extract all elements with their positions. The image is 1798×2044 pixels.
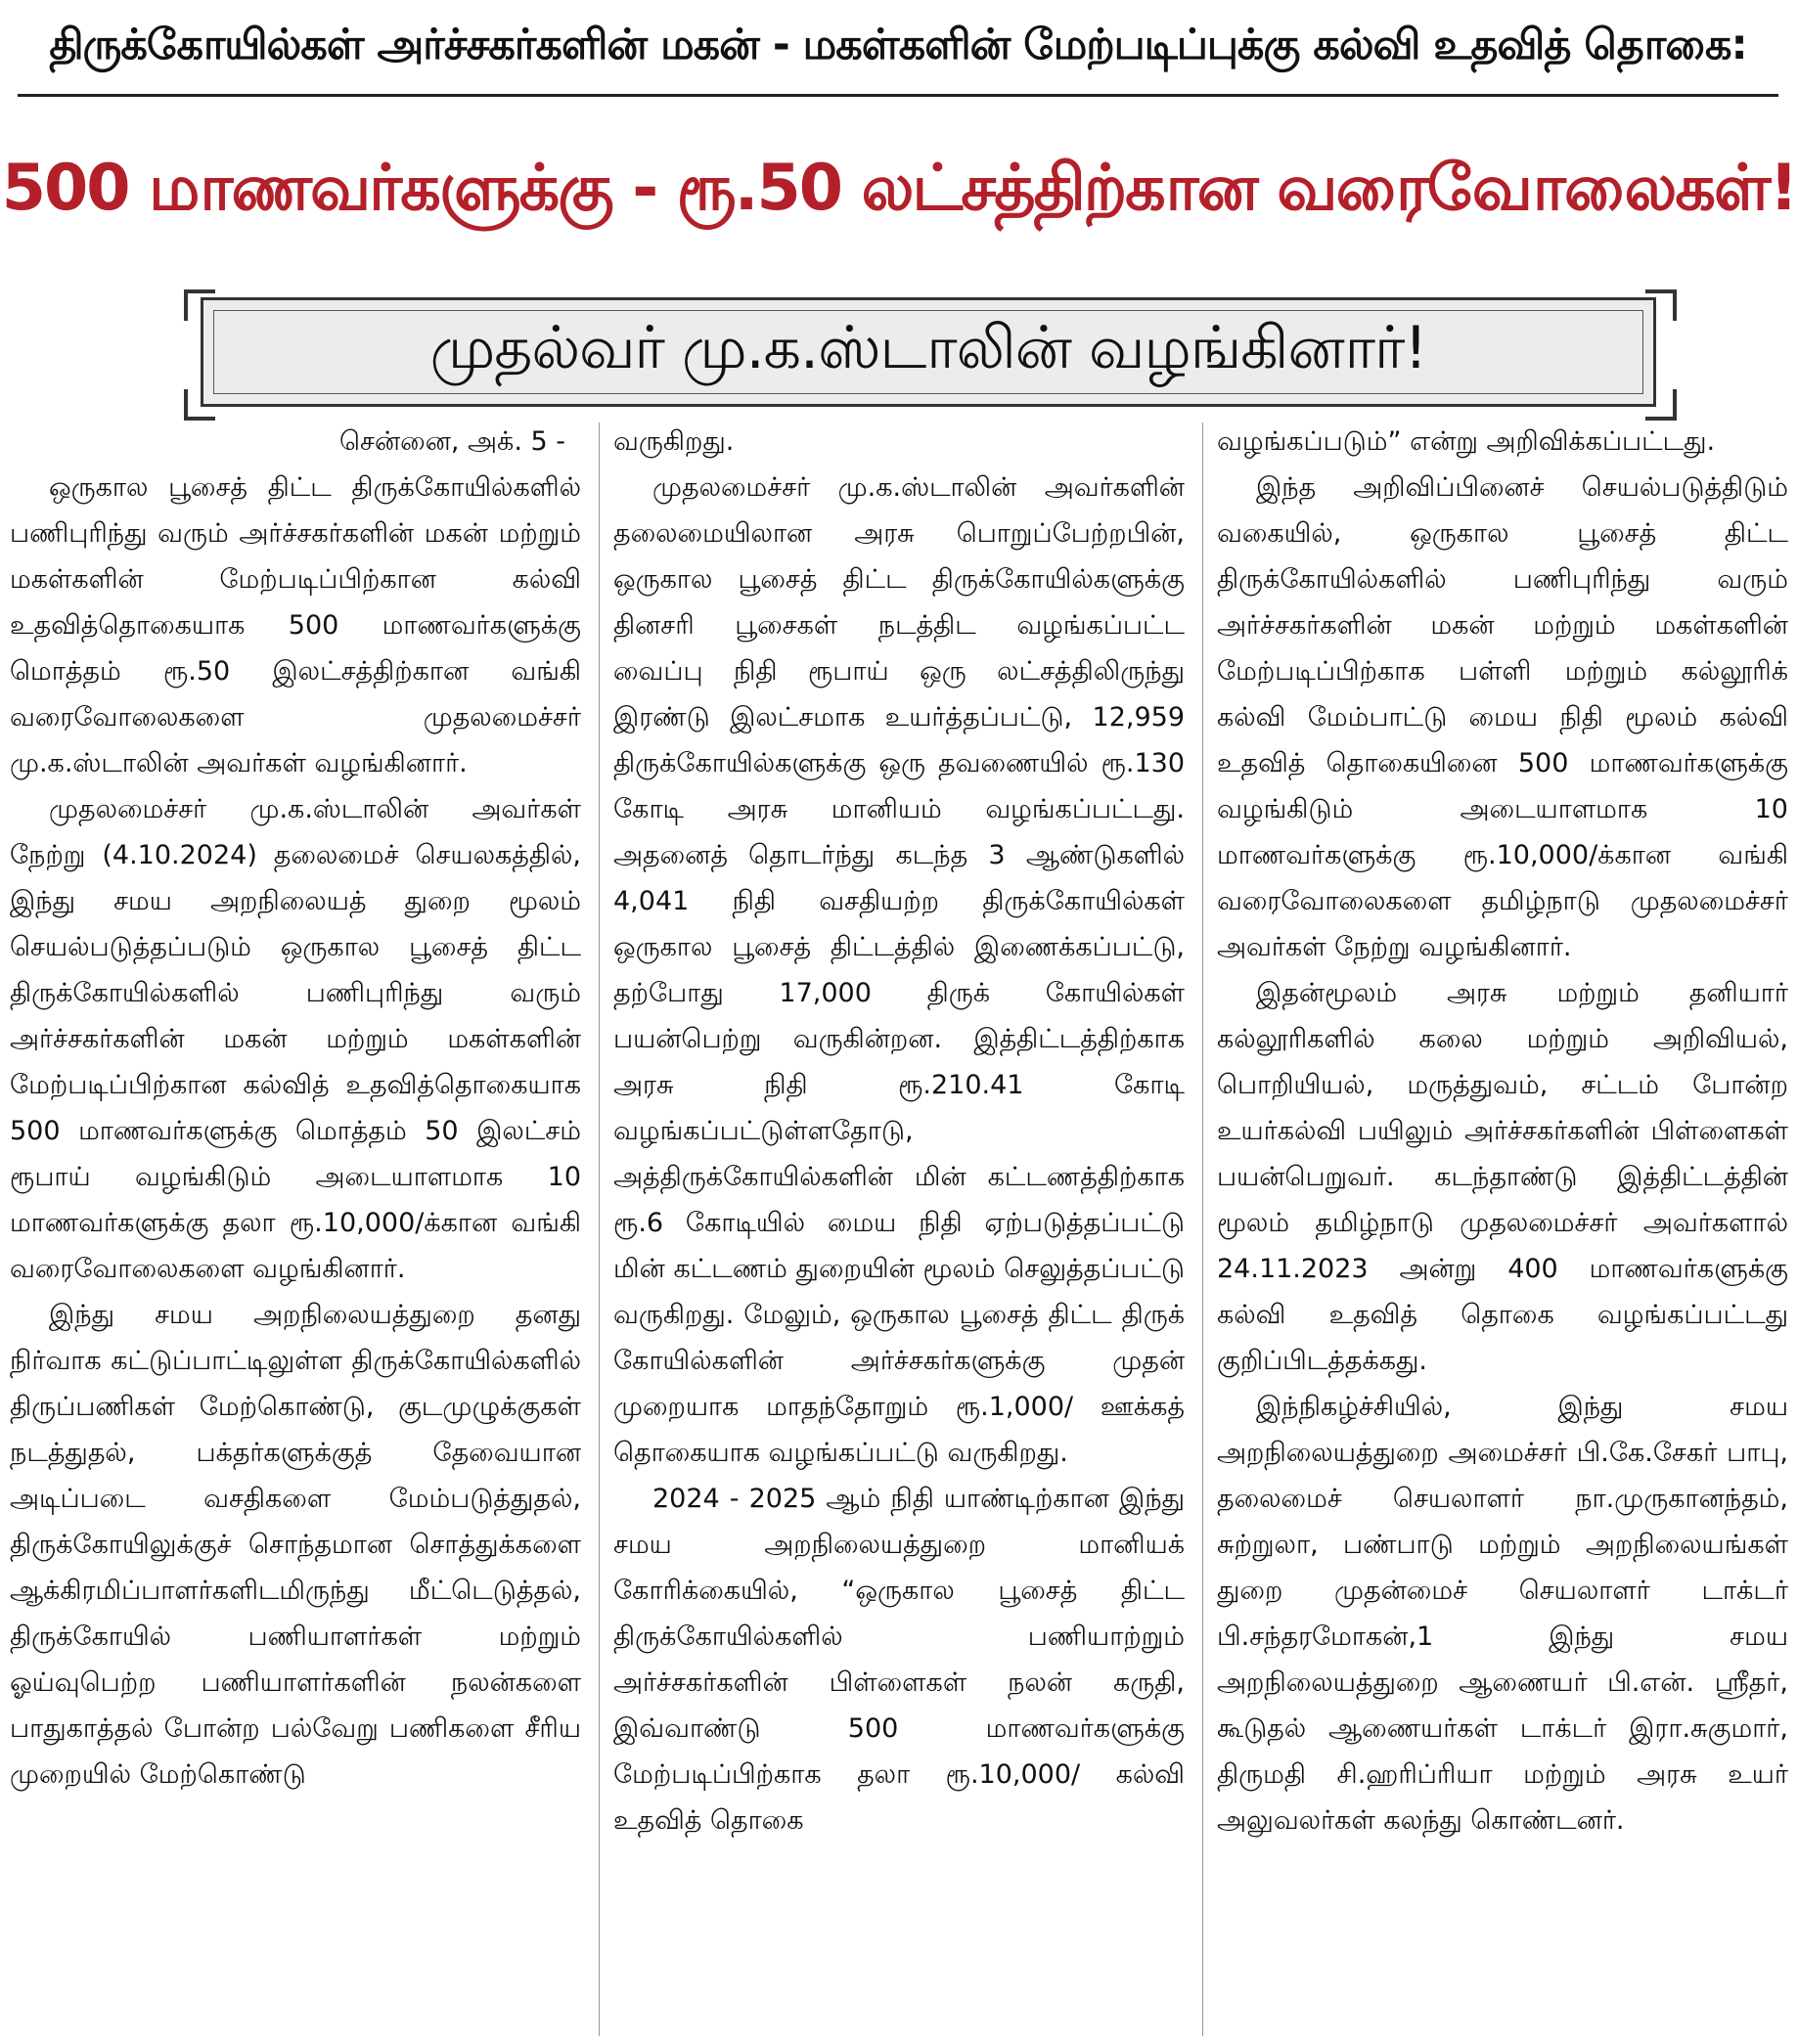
paragraph: முதலமைச்சர் மு.க.ஸ்டாலின் அவர்கள் நேற்று (4.10.2024) தலைமைச் செயலகத்தில், இந்து சமய அறநிலையத் துறை மூலம் செயல்படுத்தப்படும் ஒருகால பூசைத் திட்ட திருக்கோயில்களில் பணிபுரிந்து வரும் அர்ச்சகர்களின் மகன் மற்றும் மகள்களின் மேற்படிப்பிற்கான கல்வித் உதவித்தொகையாக 500 மாணவர்களுக்கு மொத்தம் 50 இலட்சம் ரூபாய் வழங்கிடும் அடையாளமாக 10 மாணவர்களுக்கு தலா ரூ.10,000/க்கான வங்கி வரைவோலைகளை வழங்கினார். xyxy=(10,794,581,1284)
column-divider xyxy=(599,422,600,2036)
paragraph: இந்து சமய அறநிலையத்துறை தனது நிர்வாக கட்டுப்பாட்டிலுள்ள திருக்கோயில்களில் திருப்பணிகள் மேற்கொண்டு, குடமுழுக்குகள் நடத்துதல், பக்தர்களுக்குத் தேவையான அடிப்படை வசதிகளை மேம்படுத்துதல், திருக்கோயிலுக்குச் சொந்தமான சொத்துக்களை ஆக்கிரமிப்பாளர்களிடமிருந்து மீட்டெடுத்தல், திருக்கோயில் பணியாளர்கள் மற்றும் ஓய்வுபெற்ற பணியாளர்களின் நலன்களை பாதுகாத்தல் போன்ற பல்வேறு பணிகளை சீரிய முறையில் மேற்கொண்டு xyxy=(10,1300,581,1790)
dateline: சென்னை, அக். 5 - xyxy=(339,426,565,457)
article-column-3 xyxy=(1217,419,1788,2032)
paragraph: இந்நிகழ்ச்சியில், இந்து சமய அறநிலையத்துறை அமைச்சர் பி.கே.சேகர் பாபு, தலைமைச் செயலாளர் நா.முருகானந்தம், சுற்றுலா, பண்பாடு மற்றும் அறநிலையங்கள் துறை முதன்மைச் செயலாளர் டாக்டர் பி.சந்தரமோகன்,1 இந்து சமய அறநிலையத்துறை ஆணையர் பி.என். ஸ்ரீதர், கூடுதல் ஆணையர்கள் டாக்டர் இரா.சுகுமார், திருமதி சி.ஹரிப்ரியா மற்றும் அரசு உயர் அலுவலர்கள் கலந்து கொண்டனர். xyxy=(1217,1392,1788,1836)
kicker-divider xyxy=(18,94,1778,97)
paragraph: வழங்கப்படும்” என்று அறிவிக்கப்பட்டது. xyxy=(1217,426,1716,457)
paragraph: இந்த அறிவிப்பினைச் செயல்படுத்திடும் வகையில், ஒருகால பூசைத் திட்ட திருக்கோயில்களில் பணிபுரிந்து வரும் அர்ச்சகர்களின் மகன் மற்றும் மகள்களின் மேற்படிப்பிற்காக பள்ளி மற்றும் கல்லூரிக் கல்வி மேம்பாட்டு மைய நிதி மூலம் கல்வி உதவித் தொகையினை 500 மாணவர்களுக்கு வழங்கிடும் அடையாளமாக 10 மாணவர்களுக்கு ரூ.10,000/க்கான வங்கி வரைவோலைகளை தமிழ்நாடு முதலமைச்சர் அவர்கள் நேற்று வழங்கினார். xyxy=(1217,472,1788,962)
kicker-headline: திருக்கோயில்கள் அர்ச்சகர்களின் மகன் - மகள்களின் மேற்படிப்புக்கு கல்வி உதவித் தொகை: xyxy=(49,20,1747,69)
paragraph: 2024 - 2025 ஆம் நிதி யாண்டிற்கான இந்து சமய அறநிலையத்துறை மானியக் கோரிக்கையில், “ஒருகால பூசைத் திட்ட திருக்கோயில்களில் பணியாற்றும் அர்ச்சகர்களின் பிள்ளைகள் நலன் கருதி, இவ்வாண்டு 500 மாணவர்களுக்கு மேற்படிப்பிற்காக தலா ரூ.10,000/ கல்வி உதவித் தொகை xyxy=(613,1484,1185,1836)
paragraph: ஒருகால பூசைத் திட்ட திருக்கோயில்களில் பணிபுரிந்து வரும் அர்ச்சகர்களின் மகன் மற்றும் மகள்களின் மேற்படிப்பிற்கான கல்வி உதவித்தொகையாக 500 மாணவர்களுக்கு மொத்தம் ரூ.50 இலட்சத்திற்கான வங்கி வரைவோலைகளை முதலமைச்சர் மு.க.ஸ்டாலின் அவர்கள் வழங்கினார். xyxy=(10,472,581,778)
main-headline: 500 மாணவர்களுக்கு - ரூ.50 லட்சத்திற்கான வரைவோலைகள்! xyxy=(1,152,1797,225)
paragraph: இதன்மூலம் அரசு மற்றும் தனியார் கல்லூரிகளில் கலை மற்றும் அறிவியல், பொறியியல், மருத்துவம், சட்டம் போன்ற உயர்கல்வி பயிலும் அர்ச்சகர்களின் பிள்ளைகள் பயன்பெறுவர். கடந்தாண்டு இத்திட்டத்தின் மூலம் தமிழ்நாடு முதலமைச்சர் அவர்களால் 24.11.2023 அன்று 400 மாணவர்களுக்கு கல்வி உதவித் தொகை வழங்கப்பட்டது குறிப்பிடத்தக்கது. xyxy=(1217,978,1788,1376)
paragraph: முதலமைச்சர் மு.க.ஸ்டாலின் அவர்களின் தலைமையிலான அரசு பொறுப்பேற்றபின், ஒருகால பூசைத் திட்ட திருக்கோயில்களுக்கு தினசரி பூசைகள் நடத்திட வழங்கப்பட்ட வைப்பு நிதி ரூபாய் ஒரு லட்சத்திலிருந்து இரண்டு இலட்சமாக உயர்த்தப்பட்டு, 12,959 திருக்கோயில்களுக்கு ஒரு தவணையில் ரூ.130 கோடி அரசு மானியம் வழங்கப்பட்டது. அதனைத் தொடர்ந்து கடந்த 3 ஆண்டுகளில் 4,041 நிதி வசதியற்ற திருக்கோயில்கள் ஒருகால பூசைத் திட்டத்தில் இணைக்கப்பட்டு, தற்போது 17,000 திருக் கோயில்கள் பயன்பெற்று வருகின்றன. இத்திட்டத்திற்காக அரசு நிதி ரூ.210.41 கோடி வழங்கப்பட்டுள்ளதோடு, அத்திருக்கோயில்களின் மின் கட்டணத்திற்காக ரூ.6 கோடியில் மைய நிதி ஏற்படுத்தப்பட்டு மின் கட்டணம் துறையின் மூலம் செலுத்தப்பட்டு வருகிறது. மேலும், ஒருகால பூசைத் திட்ட திருக் கோயில்களின் அர்ச்சகர்களுக்கு முதன் முறையாக மாதந்தோறும் ரூ.1,000/ ஊக்கத் தொகையாக வழங்கப்பட்டு வருகிறது. xyxy=(613,472,1185,1468)
subheadline: முதல்வர் மு.க.ஸ்டாலின் வழங்கினார்! xyxy=(429,314,1427,382)
subheadline-banner xyxy=(201,297,1656,407)
column-divider xyxy=(1202,422,1203,2036)
article-column-2 xyxy=(613,419,1185,2032)
article-column-1 xyxy=(10,419,581,2032)
paragraph: வருகிறது. xyxy=(613,426,735,457)
